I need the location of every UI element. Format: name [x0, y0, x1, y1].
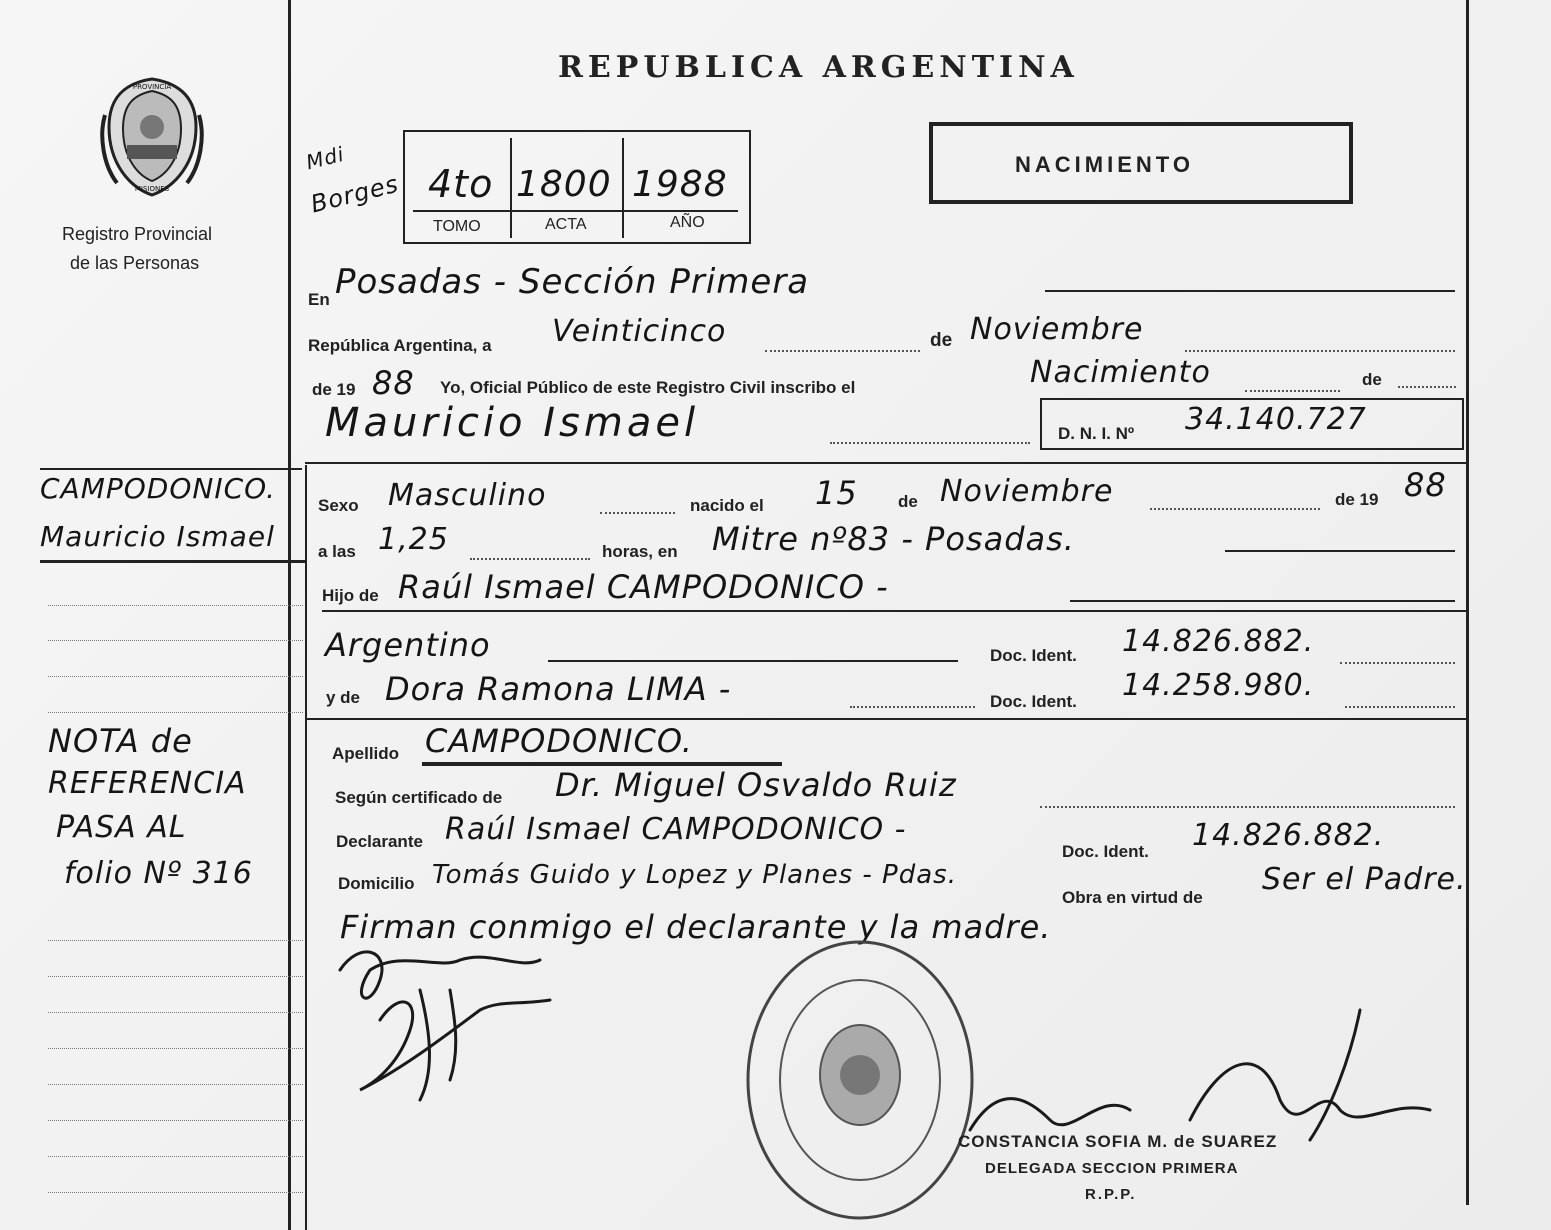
birth-place-rule	[1225, 550, 1455, 552]
birth-place: Mitre nº83 - Posadas.	[712, 520, 1075, 558]
record-type-title: NACIMIENTO	[1015, 152, 1194, 177]
parents-section-rule	[305, 718, 1467, 720]
ano-value: 1988	[632, 164, 728, 205]
right-border-line	[1466, 0, 1469, 1205]
surname-label: Apellido	[332, 744, 400, 763]
registrar-initials-stamp: R.P.P.	[1085, 1186, 1137, 1203]
acta-label: ACTA	[545, 216, 587, 233]
child-given-names: Mauricio Ismael	[325, 400, 700, 446]
mother-doc-number: 14.258.980.	[1122, 668, 1315, 703]
registrar-signature	[960, 1000, 1440, 1150]
svg-text:MISIONES: MISIONES	[134, 185, 170, 193]
registrar-initials-note-2: Borges	[307, 169, 402, 219]
acts-by-virtue-label: Obra en virtud de	[1062, 888, 1203, 907]
svg-text:PROVINCIA: PROVINCIA	[132, 83, 172, 91]
father-doc-number: 14.826.882.	[1122, 624, 1315, 659]
tomo-label: TOMO	[433, 218, 481, 235]
registrar-initials-note-1: Mdi	[303, 141, 347, 175]
margin-note-line1: NOTA de	[48, 722, 193, 760]
margin-surname: CAMPODONICO.	[40, 472, 276, 505]
declarant-doc-label: Doc. Ident.	[1062, 842, 1149, 861]
inner-margin-line	[305, 465, 307, 1230]
margin-given-names: Mauricio Ismael	[40, 520, 275, 553]
margin-ruled-line	[48, 1156, 303, 1157]
father-nationality: Argentino	[325, 626, 491, 664]
sex-dotted-line	[600, 512, 675, 514]
certifying-doctor: Dr. Miguel Osvaldo Ruiz	[555, 766, 957, 804]
father-name: Raúl Ismael CAMPODONICO -	[398, 568, 889, 606]
dni-number: 34.140.727	[1185, 402, 1367, 437]
sex-value: Masculino	[388, 478, 547, 513]
birth-month-dotted	[1150, 508, 1320, 510]
margin-ruled-line	[48, 1192, 303, 1193]
registrar-name-stamp: CONSTANCIA SOFIA M. de SUAREZ	[958, 1132, 1278, 1151]
margin-note-line2: REFERENCIA	[48, 766, 247, 801]
name-dotted-line	[830, 442, 1030, 444]
dni-label: D. N. I. Nº	[1058, 424, 1135, 443]
place-underline	[1045, 290, 1455, 292]
closing-statement: Firman conmigo el declarante y la madre.	[340, 908, 1052, 946]
declarant-signature	[320, 930, 580, 1110]
section-rule	[305, 462, 1467, 464]
declarant-label: Declarante	[336, 832, 423, 851]
tomo-value: 4to	[428, 162, 494, 206]
margin-ruled-line	[48, 712, 303, 713]
margin-rule	[40, 560, 305, 563]
registered-event: Nacimiento	[1030, 355, 1211, 390]
margin-rule	[40, 468, 302, 470]
registration-place: Posadas - Sección Primera	[335, 262, 810, 302]
address-label: Domicilio	[338, 874, 415, 893]
father-doc-dotted	[1340, 662, 1455, 664]
margin-ruled-line	[48, 976, 303, 977]
registry-name-line1: Registro Provincial	[62, 224, 213, 244]
birth-year: 88	[1404, 466, 1447, 504]
event-de-label: de	[1362, 370, 1382, 389]
margin-ruled-line	[48, 1012, 303, 1013]
hours-at-label: horas, en	[602, 542, 678, 561]
birth-year-prefix: de 19	[1335, 490, 1379, 509]
margin-ruled-line	[48, 1048, 303, 1049]
doctor-dotted-line	[1040, 806, 1455, 808]
sex-label: Sexo	[318, 496, 359, 515]
mother-name-dotted	[850, 706, 975, 708]
margin-ruled-line	[48, 940, 303, 941]
father-name-rule	[1070, 600, 1455, 602]
ano-label: AÑO	[670, 214, 705, 231]
record-id-divider	[510, 138, 512, 238]
record-id-rule	[413, 210, 738, 212]
and-of-label: y de	[326, 688, 361, 707]
en-label: En	[308, 290, 330, 309]
margin-ruled-line	[48, 1120, 303, 1121]
month-de-label: de	[930, 330, 953, 351]
birth-month: Noviembre	[940, 474, 1114, 509]
officer-statement: Yo, Oficial Público de este Registro Civil inscribo el	[440, 378, 856, 397]
record-id-divider	[622, 138, 624, 238]
day-dotted-line	[765, 350, 920, 352]
child-surname: CAMPODONICO.	[425, 722, 693, 760]
declarant-doc-number: 14.826.882.	[1192, 818, 1385, 853]
margin-note-line4: folio Nº 316	[64, 856, 253, 891]
declarant-capacity: Ser el Padre.	[1262, 862, 1467, 897]
registrar-title-stamp: DELEGADA SECCION PRIMERA	[985, 1160, 1239, 1177]
republic-title: REPUBLICA ARGENTINA	[558, 50, 1079, 85]
margin-ruled-line	[48, 676, 303, 677]
official-circular-stamp	[740, 935, 980, 1225]
declarant-address: Tomás Guido y Lopez y Planes - Pdas.	[432, 860, 957, 890]
margin-ruled-line	[48, 640, 303, 641]
year-prefix-label: de 19	[312, 380, 356, 399]
province-coat-of-arms-logo	[95, 75, 210, 200]
margin-divider-line	[288, 0, 291, 1230]
declarant-name: Raúl Ismael CAMPODONICO -	[445, 812, 907, 847]
acta-value: 1800	[516, 164, 612, 205]
event-dotted-line	[1245, 390, 1340, 392]
born-on-label: nacido el	[690, 496, 764, 515]
margin-ruled-line	[48, 605, 303, 606]
republic-date-label: República Argentina, a	[308, 336, 492, 355]
margin-ruled-line	[48, 1084, 303, 1085]
child-of-label: Hijo de	[322, 586, 379, 605]
event-de-dotted	[1398, 386, 1456, 388]
mother-doc-dotted	[1345, 706, 1455, 708]
nationality-rule	[548, 660, 958, 662]
birth-month-de-label: de	[898, 492, 918, 511]
certificate-by-label: Según certificado de	[335, 788, 503, 807]
mother-name: Dora Ramona LIMA -	[385, 670, 732, 708]
father-doc-label: Doc. Ident.	[990, 646, 1077, 665]
birth-day: 15	[815, 474, 858, 512]
at-time-label: a las	[318, 542, 356, 561]
registration-year: 88	[372, 364, 415, 402]
hour-dotted-line	[470, 558, 590, 560]
month-dotted-line	[1185, 350, 1455, 352]
registration-month: Noviembre	[970, 312, 1144, 347]
father-name-rule-2	[322, 610, 1467, 612]
margin-note-line3: PASA AL	[56, 810, 187, 845]
registry-name-line2: de las Personas	[70, 253, 200, 273]
birth-hour: 1,25	[378, 522, 449, 557]
mother-doc-label: Doc. Ident.	[990, 692, 1077, 711]
registration-day: Veinticinco	[552, 314, 727, 349]
